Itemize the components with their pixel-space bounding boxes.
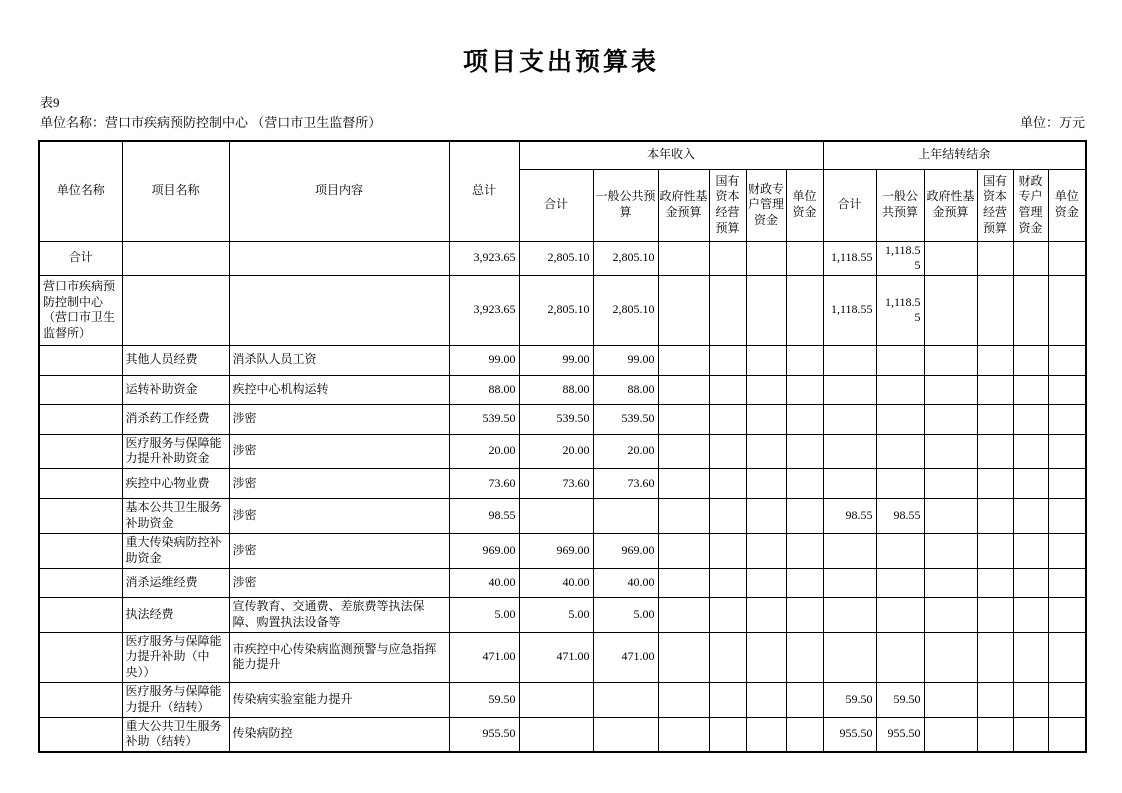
cy-fiscal-account-funds-cell bbox=[746, 717, 786, 752]
project-content-cell: 涉密 bbox=[229, 404, 449, 434]
col-header-cy-unit-funds: 单位资金 bbox=[786, 169, 823, 241]
cy-general-public-budget-cell: 539.50 bbox=[593, 404, 658, 434]
table-row bbox=[39, 632, 1086, 682]
table-row bbox=[39, 275, 1086, 345]
grand-total-cell: 99.00 bbox=[449, 345, 519, 375]
project-expenditure-budget-table bbox=[38, 140, 1087, 753]
project-name-cell: 重大公共卫生服务补助（结转） bbox=[122, 717, 229, 752]
py-total-cell bbox=[823, 632, 876, 682]
py-govt-fund-budget-cell bbox=[924, 345, 977, 375]
project-content-cell: 涉密 bbox=[229, 468, 449, 498]
py-total-cell: 955.50 bbox=[823, 717, 876, 752]
cy-total-cell bbox=[519, 717, 593, 752]
cy-fiscal-account-funds-cell bbox=[746, 275, 786, 345]
py-state-capital-budget-cell bbox=[977, 468, 1013, 498]
cy-total-cell: 969.00 bbox=[519, 533, 593, 568]
project-name-cell: 基本公共卫生服务补助资金 bbox=[122, 498, 229, 533]
py-total-cell: 1,118.55 bbox=[823, 275, 876, 345]
py-state-capital-budget-cell bbox=[977, 632, 1013, 682]
cy-govt-fund-budget-cell bbox=[658, 568, 709, 597]
py-fiscal-account-funds-cell bbox=[1013, 434, 1048, 468]
py-general-public-budget-cell: 955.50 bbox=[876, 717, 924, 752]
cy-unit-funds-cell bbox=[786, 434, 823, 468]
py-general-public-budget-cell bbox=[876, 375, 924, 404]
col-header-project-content: 项目内容 bbox=[229, 141, 449, 241]
cy-fiscal-account-funds-cell bbox=[746, 345, 786, 375]
cy-state-capital-budget-cell bbox=[709, 682, 746, 717]
col-header-py-general-public-budget: 一般公共预算 bbox=[876, 169, 924, 241]
grand-total-cell: 3,923.65 bbox=[449, 241, 519, 275]
grand-total-cell: 3,923.65 bbox=[449, 275, 519, 345]
organization-name-label: 单位名称：营口市疾病预防控制中心 （营口市卫生监督所） bbox=[40, 115, 382, 130]
py-state-capital-budget-cell bbox=[977, 375, 1013, 404]
py-govt-fund-budget-cell bbox=[924, 275, 977, 345]
py-state-capital-budget-cell bbox=[977, 682, 1013, 717]
col-header-cy-general-public-budget: 一般公共预算 bbox=[593, 169, 658, 241]
py-total-cell bbox=[823, 345, 876, 375]
table-row bbox=[39, 498, 1086, 533]
table-row bbox=[39, 533, 1086, 568]
py-fiscal-account-funds-cell bbox=[1013, 375, 1048, 404]
py-fiscal-account-funds-cell bbox=[1013, 498, 1048, 533]
table-row bbox=[39, 345, 1086, 375]
grand-total-cell: 539.50 bbox=[449, 404, 519, 434]
py-state-capital-budget-cell bbox=[977, 597, 1013, 632]
cy-fiscal-account-funds-cell bbox=[746, 632, 786, 682]
cy-general-public-budget-cell: 5.00 bbox=[593, 597, 658, 632]
py-unit-funds-cell bbox=[1048, 632, 1086, 682]
py-unit-funds-cell bbox=[1048, 717, 1086, 752]
cy-fiscal-account-funds-cell bbox=[746, 498, 786, 533]
grand-total-cell: 98.55 bbox=[449, 498, 519, 533]
cy-total-cell: 5.00 bbox=[519, 597, 593, 632]
cy-state-capital-budget-cell bbox=[709, 241, 746, 275]
cy-govt-fund-budget-cell bbox=[658, 434, 709, 468]
project-content-cell bbox=[229, 241, 449, 275]
project-name-cell: 运转补助资金 bbox=[122, 375, 229, 404]
py-fiscal-account-funds-cell bbox=[1013, 568, 1048, 597]
cy-unit-funds-cell bbox=[786, 533, 823, 568]
cy-total-cell: 73.60 bbox=[519, 468, 593, 498]
py-general-public-budget-cell bbox=[876, 345, 924, 375]
project-content-cell: 涉密 bbox=[229, 434, 449, 468]
grand-total-cell: 955.50 bbox=[449, 717, 519, 752]
col-header-grand-total: 总计 bbox=[449, 141, 519, 241]
py-state-capital-budget-cell bbox=[977, 533, 1013, 568]
unit-name-cell: 营口市疾病预防控制中心（营口市卫生监督所） bbox=[39, 275, 122, 345]
py-general-public-budget-cell bbox=[876, 404, 924, 434]
py-govt-fund-budget-cell bbox=[924, 468, 977, 498]
py-fiscal-account-funds-cell bbox=[1013, 632, 1048, 682]
cy-unit-funds-cell bbox=[786, 468, 823, 498]
col-header-cy-govt-fund-budget: 政府性基金预算 bbox=[658, 169, 709, 241]
py-unit-funds-cell bbox=[1048, 568, 1086, 597]
unit-name-cell bbox=[39, 498, 122, 533]
py-general-public-budget-cell bbox=[876, 533, 924, 568]
project-name-cell bbox=[122, 241, 229, 275]
cy-general-public-budget-cell: 88.00 bbox=[593, 375, 658, 404]
cy-total-cell: 539.50 bbox=[519, 404, 593, 434]
py-general-public-budget-cell bbox=[876, 468, 924, 498]
table-header bbox=[39, 141, 1086, 241]
cy-general-public-budget-cell: 99.00 bbox=[593, 345, 658, 375]
cy-govt-fund-budget-cell bbox=[658, 275, 709, 345]
project-content-cell: 市疾控中心传染病监测预警与应急指挥能力提升 bbox=[229, 632, 449, 682]
page-title: 项目支出预算表 bbox=[462, 49, 659, 76]
py-general-public-budget-cell bbox=[876, 597, 924, 632]
col-group-current-year-income: 本年收入 bbox=[519, 141, 823, 169]
py-unit-funds-cell bbox=[1048, 498, 1086, 533]
unit-name-cell bbox=[39, 434, 122, 468]
py-general-public-budget-cell bbox=[876, 632, 924, 682]
py-state-capital-budget-cell bbox=[977, 404, 1013, 434]
py-govt-fund-budget-cell bbox=[924, 498, 977, 533]
cy-total-cell: 2,805.10 bbox=[519, 275, 593, 345]
py-unit-funds-cell bbox=[1048, 533, 1086, 568]
cy-unit-funds-cell bbox=[786, 682, 823, 717]
cy-unit-funds-cell bbox=[786, 345, 823, 375]
py-general-public-budget-cell: 1,118.55 bbox=[876, 275, 924, 345]
unit-name-cell bbox=[39, 717, 122, 752]
cy-fiscal-account-funds-cell bbox=[746, 241, 786, 275]
grand-total-cell: 5.00 bbox=[449, 597, 519, 632]
header-group-row bbox=[39, 141, 1086, 169]
py-fiscal-account-funds-cell bbox=[1013, 275, 1048, 345]
col-header-unit-name: 单位名称 bbox=[39, 141, 122, 241]
currency-unit-label: 单位：万元 bbox=[1019, 115, 1085, 130]
cy-unit-funds-cell bbox=[786, 717, 823, 752]
cy-govt-fund-budget-cell bbox=[658, 533, 709, 568]
cy-state-capital-budget-cell bbox=[709, 404, 746, 434]
cy-state-capital-budget-cell bbox=[709, 632, 746, 682]
cy-govt-fund-budget-cell bbox=[658, 597, 709, 632]
py-govt-fund-budget-cell bbox=[924, 682, 977, 717]
cy-total-cell: 99.00 bbox=[519, 345, 593, 375]
project-content-cell: 消杀队人员工资 bbox=[229, 345, 449, 375]
cy-total-cell bbox=[519, 498, 593, 533]
unit-name-cell bbox=[39, 568, 122, 597]
col-header-project-name: 项目名称 bbox=[122, 141, 229, 241]
project-name-cell: 疾控中心物业费 bbox=[122, 468, 229, 498]
col-header-py-total: 合计 bbox=[823, 169, 876, 241]
project-content-cell: 传染病实验室能力提升 bbox=[229, 682, 449, 717]
cy-unit-funds-cell bbox=[786, 241, 823, 275]
cy-fiscal-account-funds-cell bbox=[746, 597, 786, 632]
cy-state-capital-budget-cell bbox=[709, 275, 746, 345]
py-unit-funds-cell bbox=[1048, 375, 1086, 404]
project-content-cell bbox=[229, 275, 449, 345]
py-general-public-budget-cell: 59.50 bbox=[876, 682, 924, 717]
py-fiscal-account-funds-cell bbox=[1013, 717, 1048, 752]
unit-name-cell bbox=[39, 468, 122, 498]
cy-unit-funds-cell bbox=[786, 597, 823, 632]
cy-unit-funds-cell bbox=[786, 568, 823, 597]
cy-general-public-budget-cell bbox=[593, 498, 658, 533]
cy-govt-fund-budget-cell bbox=[658, 498, 709, 533]
col-header-cy-state-capital-budget: 国有资本经营预算 bbox=[709, 169, 746, 241]
cy-fiscal-account-funds-cell bbox=[746, 682, 786, 717]
py-state-capital-budget-cell bbox=[977, 345, 1013, 375]
cy-total-cell: 471.00 bbox=[519, 632, 593, 682]
col-header-cy-fiscal-account-funds: 财政专户管理资金 bbox=[746, 169, 786, 241]
py-total-cell bbox=[823, 468, 876, 498]
py-fiscal-account-funds-cell bbox=[1013, 468, 1048, 498]
cy-govt-fund-budget-cell bbox=[658, 404, 709, 434]
project-content-cell: 疾控中心机构运转 bbox=[229, 375, 449, 404]
project-content-cell: 涉密 bbox=[229, 498, 449, 533]
unit-name-cell: 合计 bbox=[39, 241, 122, 275]
cy-govt-fund-budget-cell bbox=[658, 682, 709, 717]
cy-unit-funds-cell bbox=[786, 632, 823, 682]
table-row bbox=[39, 597, 1086, 632]
cy-govt-fund-budget-cell bbox=[658, 375, 709, 404]
cy-state-capital-budget-cell bbox=[709, 434, 746, 468]
cy-total-cell: 2,805.10 bbox=[519, 241, 593, 275]
unit-name-cell bbox=[39, 345, 122, 375]
project-name-cell: 执法经费 bbox=[122, 597, 229, 632]
unit-name-cell bbox=[39, 404, 122, 434]
cy-total-cell: 40.00 bbox=[519, 568, 593, 597]
cy-fiscal-account-funds-cell bbox=[746, 533, 786, 568]
col-group-carryover: 上年结转结余 bbox=[823, 141, 1086, 169]
py-general-public-budget-cell: 98.55 bbox=[876, 498, 924, 533]
unit-name-cell bbox=[39, 682, 122, 717]
py-state-capital-budget-cell bbox=[977, 434, 1013, 468]
cy-general-public-budget-cell: 20.00 bbox=[593, 434, 658, 468]
py-fiscal-account-funds-cell bbox=[1013, 533, 1048, 568]
project-content-cell: 传染病防控 bbox=[229, 717, 449, 752]
sheet-number-label: 表9 bbox=[40, 95, 60, 110]
cy-general-public-budget-cell: 73.60 bbox=[593, 468, 658, 498]
cy-total-cell bbox=[519, 682, 593, 717]
py-general-public-budget-cell: 1,118.55 bbox=[876, 241, 924, 275]
py-unit-funds-cell bbox=[1048, 682, 1086, 717]
cy-general-public-budget-cell: 471.00 bbox=[593, 632, 658, 682]
cy-total-cell: 20.00 bbox=[519, 434, 593, 468]
cy-state-capital-budget-cell bbox=[709, 498, 746, 533]
py-total-cell bbox=[823, 597, 876, 632]
py-unit-funds-cell bbox=[1048, 345, 1086, 375]
cy-fiscal-account-funds-cell bbox=[746, 568, 786, 597]
py-total-cell bbox=[823, 404, 876, 434]
grand-total-cell: 73.60 bbox=[449, 468, 519, 498]
col-header-py-fiscal-account-funds: 财政专户管理资金 bbox=[1013, 169, 1048, 241]
cy-unit-funds-cell bbox=[786, 498, 823, 533]
grand-total-cell: 969.00 bbox=[449, 533, 519, 568]
py-govt-fund-budget-cell bbox=[924, 568, 977, 597]
col-header-cy-total: 合计 bbox=[519, 169, 593, 241]
grand-total-cell: 88.00 bbox=[449, 375, 519, 404]
project-name-cell: 医疗服务与保障能力提升补助资金 bbox=[122, 434, 229, 468]
py-unit-funds-cell bbox=[1048, 241, 1086, 275]
py-govt-fund-budget-cell bbox=[924, 533, 977, 568]
cy-state-capital-budget-cell bbox=[709, 568, 746, 597]
project-name-cell: 其他人员经费 bbox=[122, 345, 229, 375]
project-name-cell: 重大传染病防控补助资金 bbox=[122, 533, 229, 568]
py-total-cell bbox=[823, 533, 876, 568]
py-total-cell bbox=[823, 375, 876, 404]
project-content-cell: 宣传教育、交通费、差旅费等执法保障、购置执法设备等 bbox=[229, 597, 449, 632]
table-body bbox=[39, 241, 1086, 752]
py-govt-fund-budget-cell bbox=[924, 241, 977, 275]
table-row bbox=[39, 682, 1086, 717]
py-state-capital-budget-cell bbox=[977, 568, 1013, 597]
cy-fiscal-account-funds-cell bbox=[746, 468, 786, 498]
py-unit-funds-cell bbox=[1048, 404, 1086, 434]
cy-unit-funds-cell bbox=[786, 375, 823, 404]
table-row bbox=[39, 434, 1086, 468]
project-name-cell: 消杀运维经费 bbox=[122, 568, 229, 597]
py-fiscal-account-funds-cell bbox=[1013, 404, 1048, 434]
py-total-cell: 1,118.55 bbox=[823, 241, 876, 275]
py-total-cell bbox=[823, 434, 876, 468]
py-state-capital-budget-cell bbox=[977, 498, 1013, 533]
py-govt-fund-budget-cell bbox=[924, 632, 977, 682]
cy-govt-fund-budget-cell bbox=[658, 717, 709, 752]
project-name-cell: 医疗服务与保障能力提升补助（中央）） bbox=[122, 632, 229, 682]
col-header-py-state-capital-budget: 国有资本经营预算 bbox=[977, 169, 1013, 241]
py-govt-fund-budget-cell bbox=[924, 597, 977, 632]
cy-state-capital-budget-cell bbox=[709, 597, 746, 632]
unit-name-cell bbox=[39, 597, 122, 632]
table-row bbox=[39, 375, 1086, 404]
grand-total-cell: 40.00 bbox=[449, 568, 519, 597]
py-govt-fund-budget-cell bbox=[924, 434, 977, 468]
py-fiscal-account-funds-cell bbox=[1013, 682, 1048, 717]
cy-general-public-budget-cell: 2,805.10 bbox=[593, 241, 658, 275]
py-govt-fund-budget-cell bbox=[924, 717, 977, 752]
cy-fiscal-account-funds-cell bbox=[746, 434, 786, 468]
table-row bbox=[39, 568, 1086, 597]
py-general-public-budget-cell bbox=[876, 434, 924, 468]
cy-general-public-budget-cell bbox=[593, 717, 658, 752]
col-header-py-unit-funds: 单位资金 bbox=[1048, 169, 1086, 241]
cy-govt-fund-budget-cell bbox=[658, 345, 709, 375]
project-name-cell: 医疗服务与保障能力提升（结转） bbox=[122, 682, 229, 717]
cy-general-public-budget-cell bbox=[593, 682, 658, 717]
py-unit-funds-cell bbox=[1048, 275, 1086, 345]
col-header-py-govt-fund-budget: 政府性基金预算 bbox=[924, 169, 977, 241]
cy-state-capital-budget-cell bbox=[709, 375, 746, 404]
py-unit-funds-cell bbox=[1048, 468, 1086, 498]
table-row bbox=[39, 404, 1086, 434]
py-state-capital-budget-cell bbox=[977, 241, 1013, 275]
cy-unit-funds-cell bbox=[786, 404, 823, 434]
py-general-public-budget-cell bbox=[876, 568, 924, 597]
cy-state-capital-budget-cell bbox=[709, 533, 746, 568]
py-unit-funds-cell bbox=[1048, 597, 1086, 632]
py-total-cell bbox=[823, 568, 876, 597]
table-row bbox=[39, 241, 1086, 275]
cy-state-capital-budget-cell bbox=[709, 345, 746, 375]
py-total-cell: 59.50 bbox=[823, 682, 876, 717]
cy-unit-funds-cell bbox=[786, 275, 823, 345]
py-state-capital-budget-cell bbox=[977, 717, 1013, 752]
py-govt-fund-budget-cell bbox=[924, 375, 977, 404]
unit-name-cell bbox=[39, 375, 122, 404]
py-fiscal-account-funds-cell bbox=[1013, 345, 1048, 375]
cy-fiscal-account-funds-cell bbox=[746, 404, 786, 434]
grand-total-cell: 59.50 bbox=[449, 682, 519, 717]
project-name-cell: 消杀药工作经费 bbox=[122, 404, 229, 434]
py-unit-funds-cell bbox=[1048, 434, 1086, 468]
cy-general-public-budget-cell: 40.00 bbox=[593, 568, 658, 597]
cy-govt-fund-budget-cell bbox=[658, 241, 709, 275]
grand-total-cell: 20.00 bbox=[449, 434, 519, 468]
unit-name-cell bbox=[39, 533, 122, 568]
cy-fiscal-account-funds-cell bbox=[746, 375, 786, 404]
project-name-cell bbox=[122, 275, 229, 345]
py-fiscal-account-funds-cell bbox=[1013, 597, 1048, 632]
py-govt-fund-budget-cell bbox=[924, 404, 977, 434]
cy-state-capital-budget-cell bbox=[709, 717, 746, 752]
table-row bbox=[39, 468, 1086, 498]
project-content-cell: 涉密 bbox=[229, 568, 449, 597]
cy-general-public-budget-cell: 2,805.10 bbox=[593, 275, 658, 345]
cy-total-cell: 88.00 bbox=[519, 375, 593, 404]
grand-total-cell: 471.00 bbox=[449, 632, 519, 682]
table-row bbox=[39, 717, 1086, 752]
py-fiscal-account-funds-cell bbox=[1013, 241, 1048, 275]
py-total-cell: 98.55 bbox=[823, 498, 876, 533]
py-state-capital-budget-cell bbox=[977, 275, 1013, 345]
project-content-cell: 涉密 bbox=[229, 533, 449, 568]
unit-name-cell bbox=[39, 632, 122, 682]
cy-govt-fund-budget-cell bbox=[658, 468, 709, 498]
cy-govt-fund-budget-cell bbox=[658, 632, 709, 682]
cy-state-capital-budget-cell bbox=[709, 468, 746, 498]
cy-general-public-budget-cell: 969.00 bbox=[593, 533, 658, 568]
